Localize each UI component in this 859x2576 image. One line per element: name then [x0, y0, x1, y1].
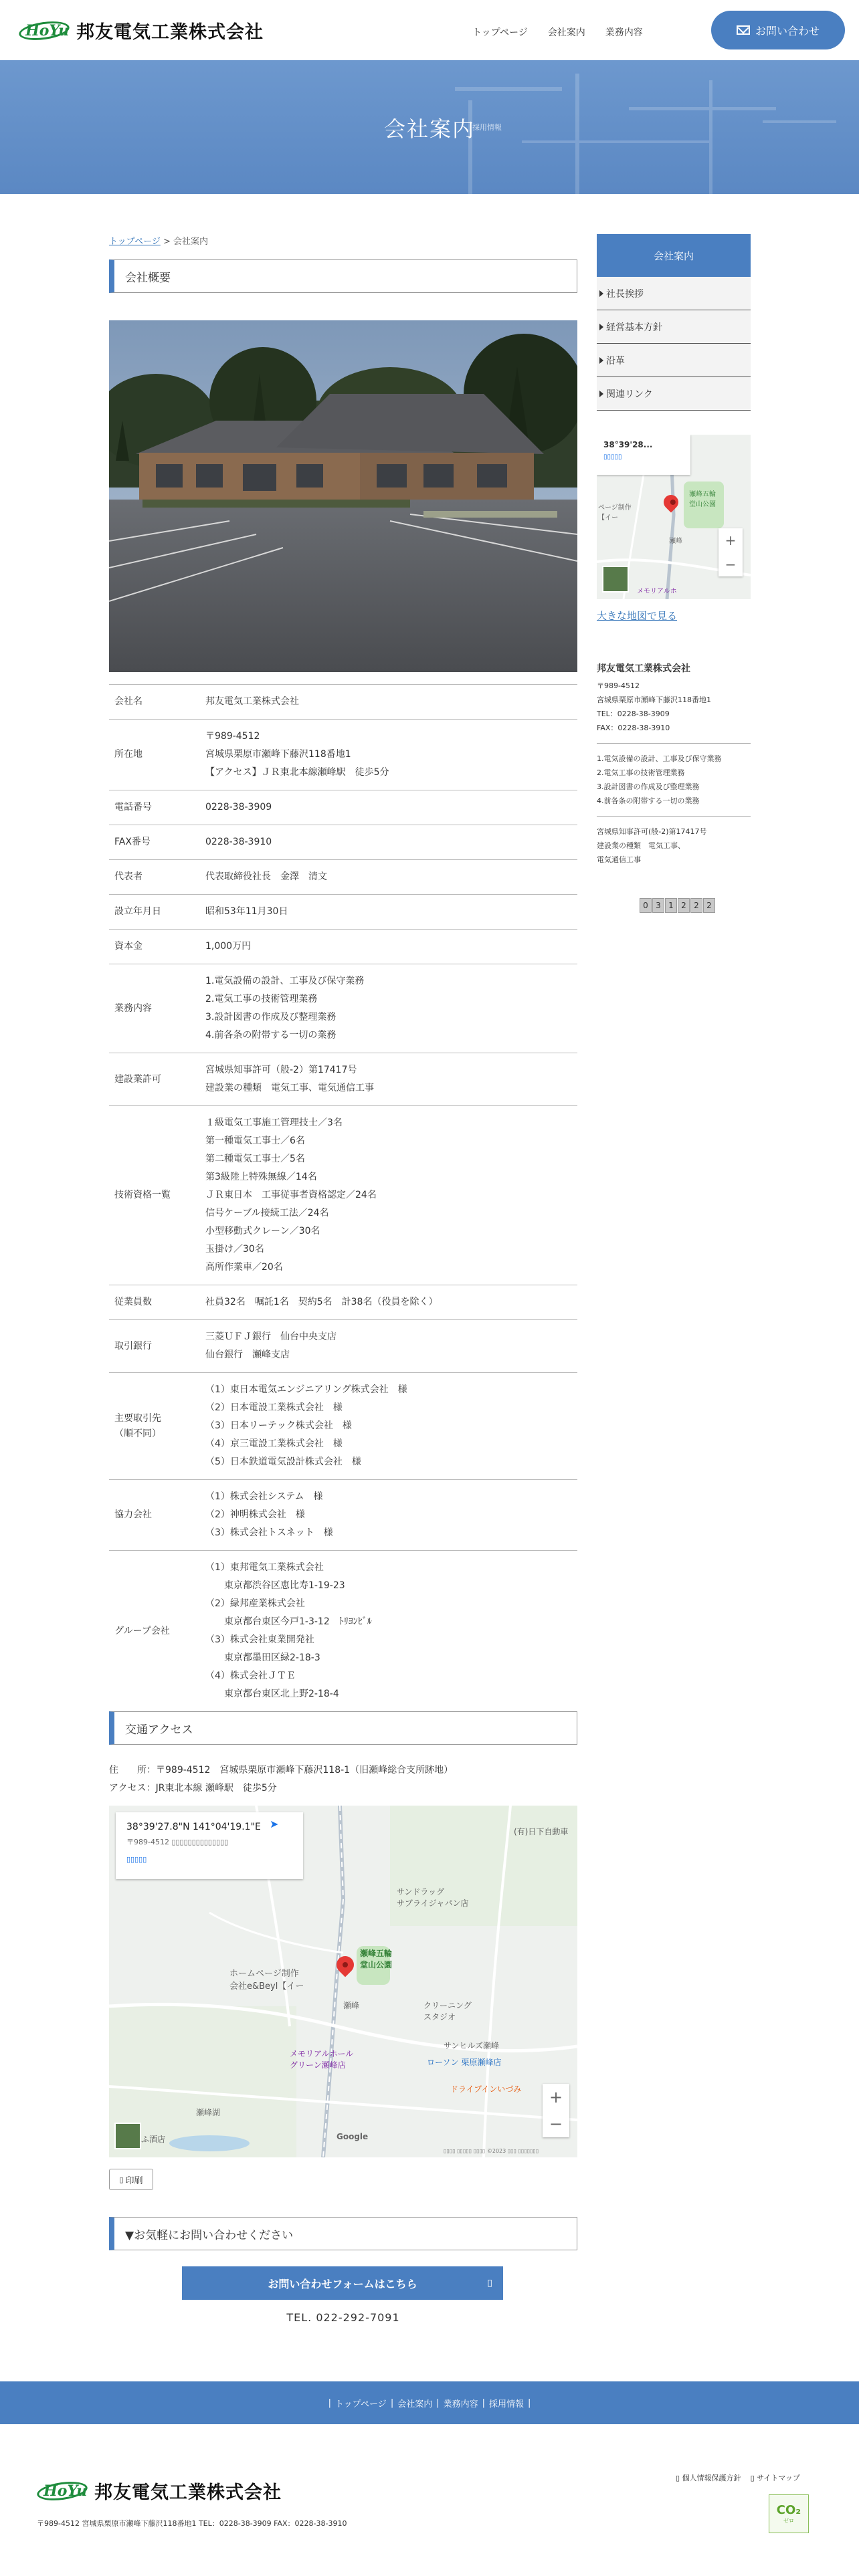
- co2-zero-badge-icon: CO₂ ゼロ: [769, 2494, 809, 2533]
- map-label-poi: (有)日下自動車: [514, 1827, 569, 1836]
- counter-digit: 2: [678, 898, 690, 913]
- sidebar-addr-line: 〒989-4512: [597, 681, 640, 690]
- row-value: 0228-38-3909: [205, 802, 272, 813]
- sidebar-map-coord: 38°39'28...: [603, 440, 653, 449]
- map-label-park: 瀬峰五輪 堂山公園: [689, 491, 716, 508]
- row-value: 三菱ＵＦＪ銀行 仙台中央支店 仙台銀行 瀬峰支店: [205, 1331, 337, 1360]
- map-label-station: 瀬峰: [669, 538, 682, 545]
- map-label-poi: ドライブインいづみ: [450, 2084, 522, 2094]
- row-value: 〒989-4512 宮城県栗原市瀬峰下藤沢118番地1 【アクセス】ＪＲ東北本線瀬峰駅 徒歩5分: [205, 731, 389, 778]
- triangle-right-icon: [599, 391, 603, 397]
- sidebar-item-greeting[interactable]: 社長挨拶: [597, 277, 751, 310]
- table-row: [109, 684, 577, 720]
- row-value: 宮城県知事許可（般-2）第17417号 建設業の種類 電気工事、電気通信工事: [205, 1065, 374, 1093]
- zoom-out-icon[interactable]: −: [725, 556, 737, 572]
- map-label-poi: ページ制作 【イー: [598, 504, 632, 522]
- map-layer-thumbnail[interactable]: [602, 566, 629, 593]
- mail-icon: [737, 25, 750, 35]
- row-value: 代表取締役社長 金澤 清文: [205, 871, 327, 882]
- map-label-poi: ローソン 栗原瀬峰店: [427, 2058, 502, 2067]
- nav-business[interactable]: 業務内容: [605, 27, 643, 38]
- office-building-photo: [109, 320, 577, 672]
- map-label-lake: 瀬峰湖: [196, 2108, 221, 2117]
- site-logo[interactable]: [19, 17, 264, 43]
- table-row: [109, 895, 577, 930]
- breadcrumb-current: 会社案内: [173, 237, 209, 247]
- sidebar-company-info: [597, 662, 751, 867]
- row-value: （1）東邦電気工業株式会社 東京都渋谷区恵比寿1-19-23 （2）緑邦産業株式会社 東京都台東区今戸1-3-12 ﾄﾘﾖﾝﾋﾞﾙ （3）株式会社東業開発社 東京都墨田区緑2-18-3 （4）株式会社ＪＴＥ 東京都台東区北上野2-18-4: [205, 1562, 372, 1699]
- row-value: 0228-38-3910: [205, 837, 272, 847]
- table-row: [109, 1053, 577, 1106]
- table-row: [109, 930, 577, 964]
- map-layer-thumbnail[interactable]: [114, 2123, 141, 2149]
- larger-map-link[interactable]: 大きな地図で見る: [597, 610, 678, 622]
- sidebar-item-policy[interactable]: 経営基本方針: [597, 310, 751, 344]
- row-label: 従業員数: [114, 1297, 152, 1308]
- zoom-in-icon[interactable]: +: [549, 2088, 563, 2107]
- row-label: FAX番号: [114, 837, 151, 848]
- row-label: 代表者: [114, 871, 142, 883]
- sidebar-business-line: 4.前各条の附帯する一切の業務: [597, 796, 700, 805]
- print-button[interactable]: [109, 2169, 153, 2190]
- zoom-in-icon[interactable]: +: [725, 532, 737, 548]
- table-row: [109, 860, 577, 895]
- map-label-poi: メモリアルホール グリーン瀬峰店: [290, 2049, 354, 2070]
- counter-digit: 0: [640, 898, 652, 913]
- sidebar-license-line: 宮城県知事許可(般-2)第17417号: [597, 827, 707, 836]
- row-label: 会社名: [114, 696, 142, 708]
- sitemap-link[interactable]: ▯ サイトマップ: [750, 2474, 800, 2482]
- row-value: （1）東日本電気エンジニアリング株式会社 様 （2）日本電設工業株式会社 様 （3）日本リーテック株式会社 様 （4）京三電設工業株式会社 様 （5）日本鉄道電気設計株式会社 様: [205, 1384, 407, 1467]
- counter-digit: 1: [665, 898, 677, 913]
- row-value: 邦友電気工業株式会社: [205, 696, 299, 707]
- zoom-out-icon[interactable]: −: [549, 2115, 563, 2133]
- nav-company[interactable]: 会社案内: [547, 27, 585, 38]
- map-coord: 38°39'27.8"N 141°04'19.1"E: [126, 1822, 261, 1832]
- page-hero: [0, 60, 859, 194]
- map-label-poi: ふ酒店: [141, 2135, 166, 2144]
- sidebar-menu: [597, 277, 751, 411]
- sidebar-business-line: 2.電気工事の技術管理業務: [597, 768, 685, 777]
- map-label-poi: メモリアルホ: [637, 588, 677, 595]
- print-button-label: 印刷: [125, 2175, 143, 2186]
- table-row: [109, 825, 577, 860]
- footer-logo[interactable]: [37, 2478, 282, 2504]
- table-row: [109, 720, 577, 790]
- row-label: 技術資格一覧: [114, 1190, 171, 1201]
- table-row: [109, 964, 577, 1053]
- sidebar-heading[interactable]: 会社案内: [597, 234, 751, 277]
- footer-link-company[interactable]: 会社案内: [397, 2399, 433, 2409]
- logo-company-name: 邦友電気工業株式会社: [76, 22, 264, 43]
- breadcrumb: [109, 234, 208, 247]
- sidebar-addr-line: FAX：0228-38-3910: [597, 724, 670, 732]
- divider: [597, 743, 751, 744]
- visitor-counter: [640, 898, 715, 913]
- table-row: [109, 1285, 577, 1320]
- site-header: [0, 0, 859, 60]
- sidebar-item-links[interactable]: 関連リンク: [597, 377, 751, 411]
- row-label: 主要取引先 （順不同）: [114, 1413, 161, 1439]
- row-label: 業務内容: [114, 1002, 152, 1014]
- footer-link-recruit[interactable]: 採用情報: [489, 2399, 524, 2409]
- access-station: アクセス：JR東北本線 瀬峰駅 徒歩5分: [109, 1783, 277, 1794]
- counter-digit: 2: [690, 898, 702, 913]
- sidebar-license-line: 電気通信工事: [597, 855, 641, 864]
- counter-digit: 2: [703, 898, 715, 913]
- row-value: 1.電気設備の設計、工事及び保守業務 2.電気工事の技術管理業務 3.設計図書の作成及び整理業務 4.前各条の附帯する一切の業務: [205, 976, 365, 1041]
- footer-nav: | トップページ | 会社案内 | 業務内容 | 採用情報 |: [0, 2381, 859, 2424]
- access-heading: 交通アクセス: [109, 1711, 577, 1745]
- inquiry-form-button-label: お問い合わせフォームはこちら: [268, 2277, 417, 2290]
- overview-heading: 会社概要: [109, 259, 577, 293]
- divider: [597, 816, 751, 817]
- map-label-poi: ホームページ制作 会社e&Beyl【イー: [229, 1969, 304, 1992]
- map-zoom-control: [719, 528, 743, 576]
- row-label: 設立年月日: [114, 906, 161, 918]
- table-row: [109, 1320, 577, 1373]
- map-label-park: 瀬峰五輪 堂山公園: [360, 1949, 393, 1969]
- contact-button[interactable]: [711, 11, 845, 49]
- contact-button-label: お問い合わせ: [755, 24, 820, 37]
- table-row: [109, 1480, 577, 1551]
- access-text: [109, 1761, 453, 1798]
- row-label: 電話番号: [114, 802, 152, 813]
- row-value: （1）株式会社システム 様 （2）神明株式会社 様 （3）株式会社トスネット 様: [205, 1491, 333, 1538]
- map-card-link[interactable]: ▯▯▯▯▯: [126, 1855, 147, 1864]
- map-attribution: ▯▯▯▯ ▯▯▯▯▯ ▯▯▯▯ ©2023 ▯▯▯ ▯▯▯▯▯▯▯: [444, 2148, 539, 2154]
- row-label: 資本金: [114, 941, 142, 952]
- row-label: 建設業許可: [114, 1073, 161, 1085]
- table-row: [109, 1551, 577, 1712]
- footer-company-name: 邦友電気工業株式会社: [94, 2482, 282, 2503]
- company-info-table: [109, 684, 577, 1712]
- triangle-right-icon: [599, 324, 603, 330]
- map-label-poi: サンドラッグ サブライジャパン店: [397, 1887, 469, 1908]
- counter-digit: 3: [652, 898, 664, 913]
- hero-nav-ghost: 採用情報: [472, 123, 502, 132]
- table-row: [109, 1373, 577, 1480]
- footer-link-top[interactable]: トップページ: [335, 2399, 387, 2409]
- map-label-poi: クリーニング スタジオ: [423, 2001, 472, 2022]
- triangle-right-icon: [599, 357, 603, 364]
- sidebar-map-card-link[interactable]: ▯▯▯▯▯: [603, 453, 622, 461]
- footer-address: 〒989-4512 宮城県栗原市瀬峰下藤沢118番地1 TEL：0228-38-3909 FAX：0228-38-3910: [37, 2519, 347, 2528]
- inquiry-heading: ▼お気軽にお問い合わせください: [109, 2217, 577, 2250]
- row-label: グループ会社: [114, 1625, 170, 1636]
- sidebar-addr-line: TEL：0228-38-3909: [597, 710, 670, 718]
- sidebar-map-card: [597, 435, 690, 475]
- google-logo: Google: [337, 2132, 369, 2141]
- sidebar-business-line: 1.電気設備の設計、工事及び保守業務: [597, 754, 722, 763]
- breadcrumb-sep: >: [160, 237, 174, 247]
- sidebar-map[interactable]: [597, 435, 751, 599]
- triangle-right-icon: [599, 290, 603, 297]
- row-value: 1,000万円: [205, 941, 252, 952]
- map-zoom-control: [543, 2084, 569, 2137]
- breadcrumb-home[interactable]: トップページ: [109, 237, 161, 247]
- sidebar-company-name: 邦友電気工業株式会社: [597, 663, 690, 674]
- row-label: 所在地: [114, 749, 142, 760]
- row-label: 協力会社: [114, 1509, 152, 1521]
- sidebar-license-line: 建設業の種類 電気工事、: [597, 841, 685, 850]
- row-label: 取引銀行: [114, 1340, 152, 1352]
- sidebar-business-line: 3.設計図書の作成及び整理業務: [597, 782, 700, 791]
- arrow-right-icon: ▯: [487, 2278, 492, 2288]
- nav-top[interactable]: トップページ: [472, 27, 528, 38]
- footer-link-business[interactable]: 業務内容: [443, 2399, 478, 2409]
- sidebar-item-history[interactable]: 沿革: [597, 344, 751, 377]
- footer-sub-links: [676, 2472, 800, 2483]
- logo-mark-icon: HoYu: [37, 2480, 88, 2502]
- map-address: 〒989-4512 ▯▯▯▯▯▯▯▯▯▯▯▯▯▯: [126, 1838, 229, 1846]
- inquiry-form-button[interactable]: [182, 2266, 503, 2300]
- phone-number: TEL. 022-292-7091: [286, 2311, 400, 2324]
- privacy-link[interactable]: ▯ 個人情報保護方針: [676, 2474, 741, 2482]
- table-row: [109, 790, 577, 825]
- row-value: 昭和53年11月30日: [205, 906, 288, 917]
- print-icon: ▯: [119, 2175, 124, 2184]
- table-row: [109, 1106, 577, 1285]
- row-value: １級電気工事施工管理技士／3名 第一種電気工事士／6名 第二種電気工事士／5名 第3級陸上特殊無線／14名 ＪＲ東日本 工事従事者資格認定／24名 信号ケーブル接続工法／24名 小型移動式クレーン／30名 玉掛け／30名 高所作業車／20名: [205, 1117, 377, 1273]
- directions-icon[interactable]: ➤: [270, 1818, 279, 1830]
- page-title: 会社案内: [383, 116, 475, 142]
- map-label-station: 瀬峰: [343, 2001, 360, 2010]
- logo-mark-icon: HoYu: [19, 19, 70, 42]
- map-label-poi: サンヒルズ瀬峰: [444, 2041, 500, 2050]
- access-map[interactable]: [109, 1806, 577, 2157]
- global-nav: [472, 25, 643, 39]
- sidebar-addr-line: 宮城県栗原市瀬峰下藤沢118番地1: [597, 695, 711, 704]
- row-value: 社員32名 嘱託1名 契約5名 計38名（役員を除く）: [205, 1297, 438, 1307]
- access-address: 住 所：〒989-4512 宮城県栗原市瀬峰下藤沢118-1（旧瀬峰総合支所跡地）: [109, 1765, 454, 1776]
